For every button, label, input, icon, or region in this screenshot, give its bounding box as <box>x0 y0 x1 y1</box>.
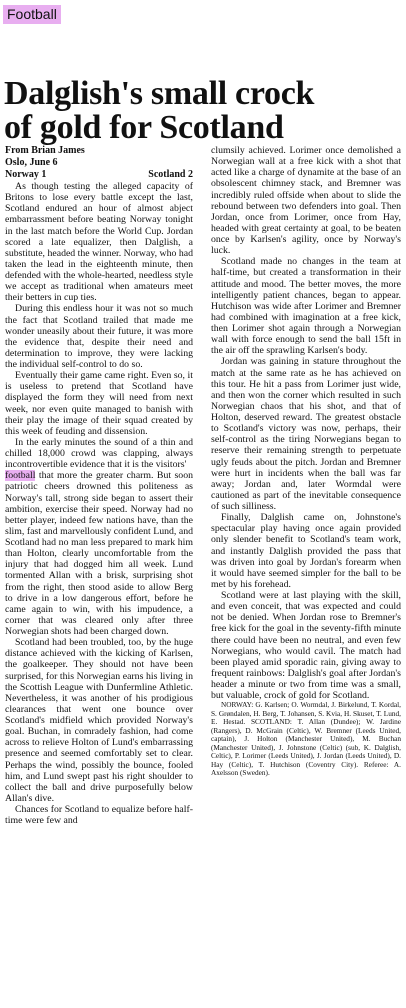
article-paragraph: Finally, Dalglish came on, Johnstone's spectacular play having once again provided only slender benefit to Scotland's team work, and instantly Dalglish provided the pass that was driven into goal by Jordan's forearm when it would have seemed simpler for the ball to be met by his forehead. <box>211 512 401 590</box>
article-paragraph: Scotland had been troubled, too, by the huge distance achieved with the kicking of Karlsen, the goalkeeper. They should not have been surprised, for this Norwegian earns his living in the Scottish League with Dunfermline Athletic. Nevertheless, it was another of his prodigious clearances that went one bounce over Scotland's midfield which provided Norway's goal. Buchan, in comradely fashion, had come across to relieve Holton of Lund's embarrassing presence and seemed comfortably set to clear. Perhaps the wind, possibly the bounce, fooled him, and Lund swept past his right shoulder to collect the ball and drive purposefully below Allan's dive. <box>5 637 193 804</box>
byline-dateline: Oslo, June 6 <box>5 157 58 168</box>
article-paragraph: In the early minutes the sound of a thin and chilled 18,000 crowd was clapping, always incontrovertible evidence that it is the visitors' <box>5 436 193 471</box>
article-paragraph: During this endless hour it was not so much the fact that Scotland trailed that made me wonder uneasily about their future, it was more the evidence that, despite their need and determination to improve, they were lacking the individual self-control to do so. <box>5 303 193 370</box>
article-paragraph: As though testing the alleged capacity of Britons to lose every battle except the last, Scotland endured an hour of almost abject embarrassment before beating Norway tonight in the last match before the World Cup. Jordan scored a late equalizer, then Dalglish, a substitute, headed the winner. Norway, who had taken the lead in the eighteenth minute, then defended with the whole-hearted, needless style we accept as traditional when amateurs meet their betters in cup ties. <box>5 181 193 304</box>
article-paragraph-text: that more the greater charm. But soon patriotic cheers drowned this politeness as Norway's tall, strong side began to assert their ambition, exercise their speed. Norway had no better player, indeed few nations have, than the slim, fast and marvellously confident Lund, and Scotland had no man less prepared to mark him than Holton, clearly uncomfortable from the injury that had dogged him all week. Lund tormented Allan with a brisk, surprising shot from the right, then stood aside to allow Berg to drive in a low dangerous effort, before he came again to win, with his impudence, a corner that was cleared only after three Norwegian shots had been charged down. <box>5 470 193 637</box>
score-home: Norway 1 <box>5 169 47 180</box>
headline <box>4 77 402 145</box>
score-away: Scotland 2 <box>148 169 193 180</box>
article-paragraph-continued <box>5 470 193 637</box>
article-column-right <box>211 145 401 778</box>
section-label: Football <box>3 5 61 24</box>
article-paragraph: Scotland were at last playing with the skill, and even conceit, that was expected and could not be denied. When Jordan rose to Bremner's free kick for the goal in the seventy-fifth minute there could have been no neutral, and even few Norwegians, who would cavil. The match had been played amid sporadic rain, giving away to frequent rainbows: Dalglish's goal after Jordan's header a minute or two from time was a small, but valuable, crock of gold for Scotland. <box>211 590 401 702</box>
highlighted-word: football <box>5 470 36 482</box>
team-lineups: NORWAY: G. Karlsen; O. Wormdal, J. Birkelund, T. Kordal, S. Grøndalen, H. Berg, T. Johansen, S. Kvia, H. Skuset, T. Lund, E. Hestad. SCOTLAND: T. Allan (Dundee); W. Jardine (Rangers), D. McGrain (Celtic), W. Bremner (Leeds United, captain), J. Holton (Manchester United), M. Buchan (Manchester United), J. Johnstone (Celtic) (sub, K. Dalglish, Celtic), P. Lorimer (Leeds United), J. Jordan (Leeds United), D. Hay (Celtic), T. Hutchison (Coventry City). Referee: A. Axelsson (Sweden). <box>211 700 401 778</box>
scoreline <box>5 169 193 181</box>
article-paragraph: Eventually their game came right. Even so, it is useless to pretend that Scotland have displayed the form they will need from next week, nor even quite managed to banish with their play the image of their squad created by this week of feuding and dissension. <box>5 370 193 437</box>
article-paragraph: Chances for Scotland to equalize before half-time were few and <box>5 804 193 827</box>
byline-author: From Brian James <box>5 145 85 156</box>
article-paragraph: clumsily achieved. Lorimer once demolished a Norwegian wall at a free kick with a shot that acted like a charge of dynamite at the base of an obsolescent chimney stack, and Bremner was incredibly ruled offside when about to slide the rebound between two defenders into goal. Then Jordan, once from Lorimer, once from Hay, headed with great certainty at goal, to be beaten once by Karlsen's agility, once by Norway's luck. <box>211 145 401 257</box>
headline-line-1: Dalglish's small crock <box>4 75 315 112</box>
article-paragraph: Jordan was gaining in stature throughout the match at the same rate as he has achieved on this tour. He hit a pass from Lorimer just wide, and then won the corner which resulted in such Norwegian chaos that his shot, and that of Holton, deserved reward. The greatest obstacle to Scotland's victory was now, perhaps, their self-control as the tiring Norwegians began to reserve their remaining strength to perpetuate ugly feuds about the pitch. Jordan and Bremner were hurt in incidents when the ball was far away; Jordan and, later Wormdal were cautioned as part of the inevitable consequence of such silliness. <box>211 356 401 512</box>
headline-line-2: of gold for Scotland <box>4 109 284 146</box>
article-paragraph: Scotland made no changes in the team at half-time, but created a transformation in their attitude and mood. The better moves, the more intelligently patient chances, began to appear. Hutchison was wide after Lorimer and Bremner had combined with imagination at a free kick, then Lorimer shot again through a Norwegian wall with force enough to send the ball 15ft in the air off the sprawling Karlsen's body. <box>211 256 401 357</box>
article-column-left <box>5 145 193 826</box>
